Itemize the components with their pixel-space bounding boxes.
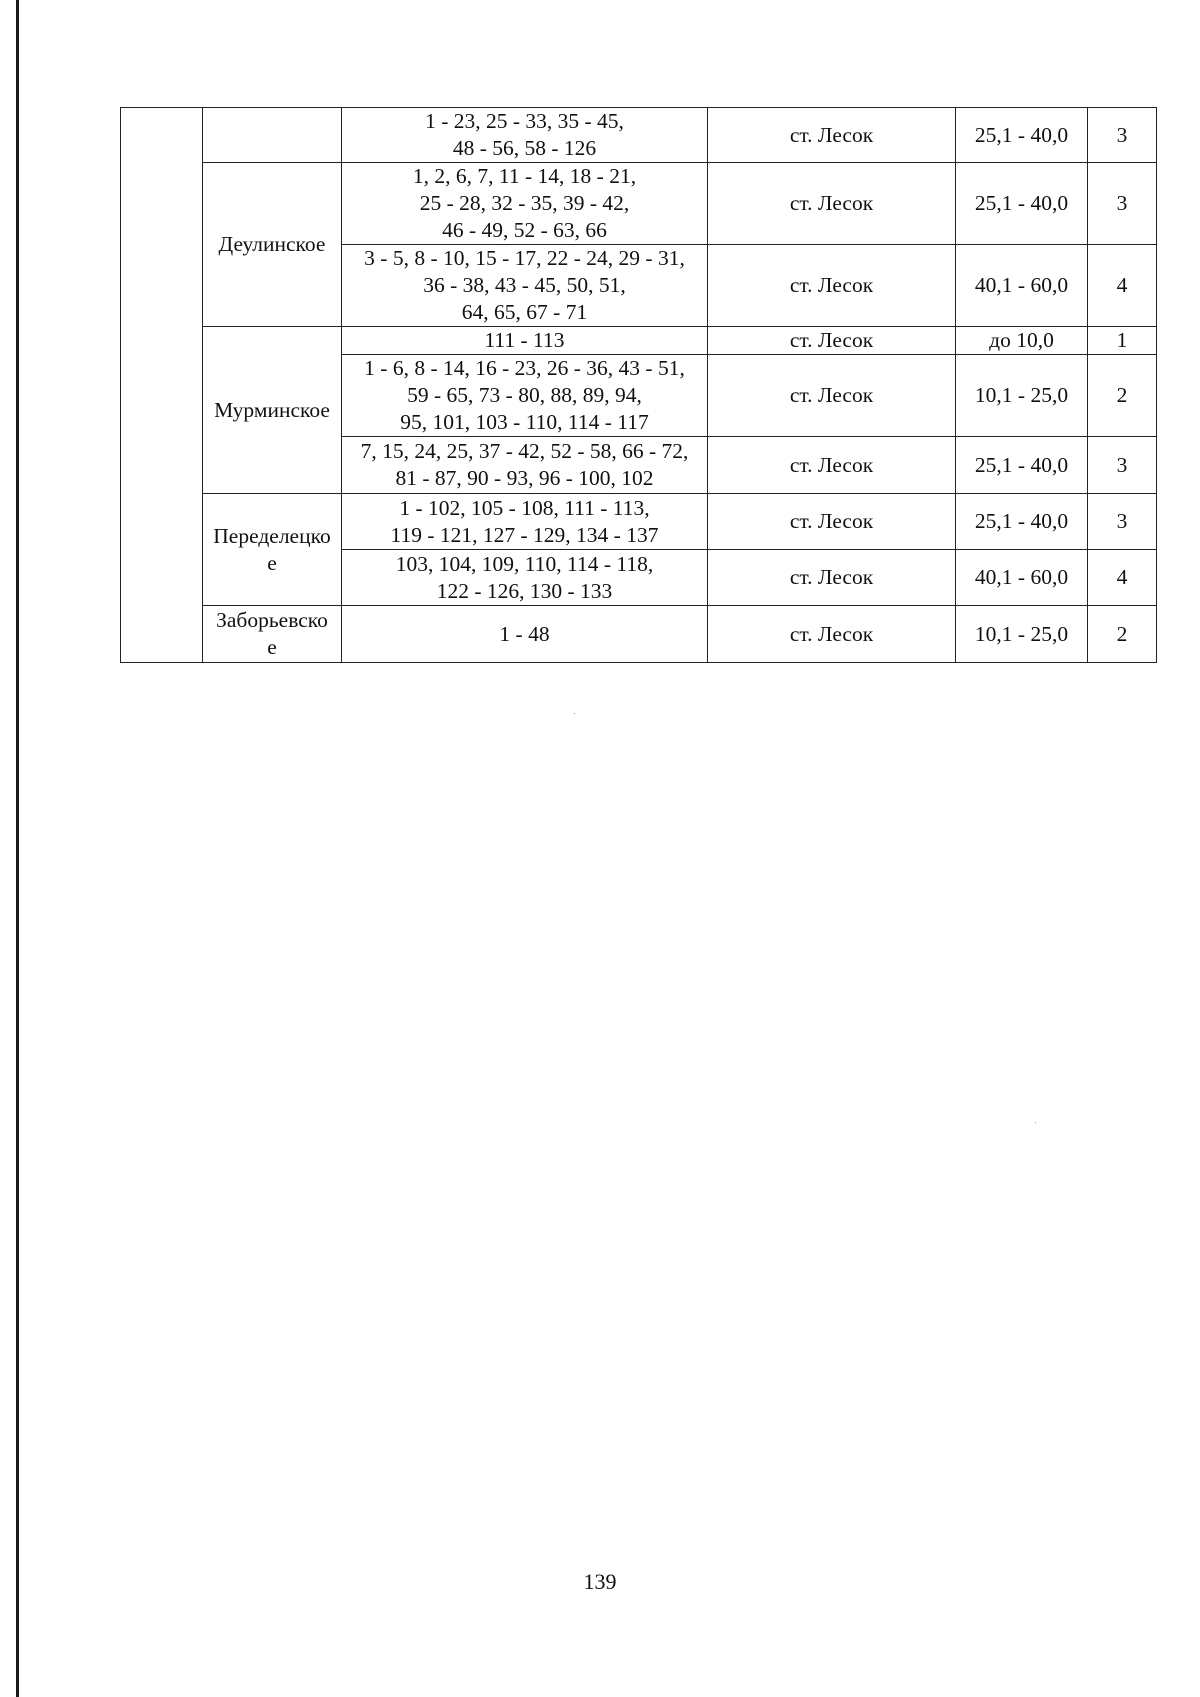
scan-speck: [1035, 1122, 1036, 1123]
plot-numbers-cell: 3 - 5, 8 - 10, 15 - 17, 22 - 24, 29 - 31, 36 - 38, 43 - 45, 50, 51, 64, 65, 67 - 71: [342, 245, 708, 327]
plot-numbers-cell: 111 - 113: [342, 327, 708, 355]
range-cell: 25,1 - 40,0: [956, 108, 1088, 163]
range-cell: 25,1 - 40,0: [956, 494, 1088, 550]
scan-speck: [574, 713, 575, 714]
class-cell: 2: [1088, 355, 1157, 437]
range-cell: 25,1 - 40,0: [956, 437, 1088, 494]
plot-numbers-cell: 1 - 6, 8 - 14, 16 - 23, 26 - 36, 43 - 51, 59 - 65, 73 - 80, 88, 89, 94, 95, 101, 103 - 110, 114 - 117: [342, 355, 708, 437]
settlement-name-cell: Переделецко е: [203, 494, 342, 606]
plot-numbers-cell: 1 - 102, 105 - 108, 111 - 113, 119 - 121, 127 - 129, 134 - 137: [342, 494, 708, 550]
soil-type-cell: ст. Лесок: [708, 606, 956, 663]
settlement-name-cell: Заборьевско е: [203, 606, 342, 663]
range-cell: 40,1 - 60,0: [956, 245, 1088, 327]
class-cell: 4: [1088, 245, 1157, 327]
table-row: [121, 606, 1157, 663]
page-number: 139: [583, 1569, 617, 1594]
settlement-table: [120, 107, 1157, 663]
settlement-name-cell: Мурминское: [203, 327, 342, 494]
soil-type-cell: ст. Лесок: [708, 327, 956, 355]
class-cell: 4: [1088, 550, 1157, 606]
settlement-name-cell: Деулинское: [203, 163, 342, 327]
range-cell: 40,1 - 60,0: [956, 550, 1088, 606]
plot-numbers-cell: 1, 2, 6, 7, 11 - 14, 18 - 21, 25 - 28, 32 - 35, 39 - 42, 46 - 49, 52 - 63, 66: [342, 163, 708, 245]
soil-type-cell: ст. Лесок: [708, 163, 956, 245]
range-cell: 25,1 - 40,0: [956, 163, 1088, 245]
table-row: [121, 494, 1157, 550]
scan-edge-line: [16, 0, 19, 1697]
table-row: [121, 327, 1157, 355]
class-cell: 3: [1088, 494, 1157, 550]
plot-numbers-cell: 7, 15, 24, 25, 37 - 42, 52 - 58, 66 - 72, 81 - 87, 90 - 93, 96 - 100, 102: [342, 437, 708, 494]
plot-numbers-cell: 1 - 23, 25 - 33, 35 - 45, 48 - 56, 58 - 126: [342, 108, 708, 163]
blank-cell: [121, 108, 203, 663]
plot-numbers-cell: 103, 104, 109, 110, 114 - 118, 122 - 126, 130 - 133: [342, 550, 708, 606]
range-cell: до 10,0: [956, 327, 1088, 355]
class-cell: 3: [1088, 437, 1157, 494]
plot-numbers-cell: 1 - 48: [342, 606, 708, 663]
table-row: [121, 108, 1157, 163]
class-cell: 2: [1088, 606, 1157, 663]
soil-type-cell: ст. Лесок: [708, 494, 956, 550]
class-cell: 3: [1088, 108, 1157, 163]
table-row: [121, 163, 1157, 245]
range-cell: 10,1 - 25,0: [956, 355, 1088, 437]
soil-type-cell: ст. Лесок: [708, 355, 956, 437]
soil-type-cell: ст. Лесок: [708, 437, 956, 494]
class-cell: 3: [1088, 163, 1157, 245]
soil-type-cell: ст. Лесок: [708, 245, 956, 327]
range-cell: 10,1 - 25,0: [956, 606, 1088, 663]
class-cell: 1: [1088, 327, 1157, 355]
soil-type-cell: ст. Лесок: [708, 550, 956, 606]
settlement-name-cell: [203, 108, 342, 163]
soil-type-cell: ст. Лесок: [708, 108, 956, 163]
